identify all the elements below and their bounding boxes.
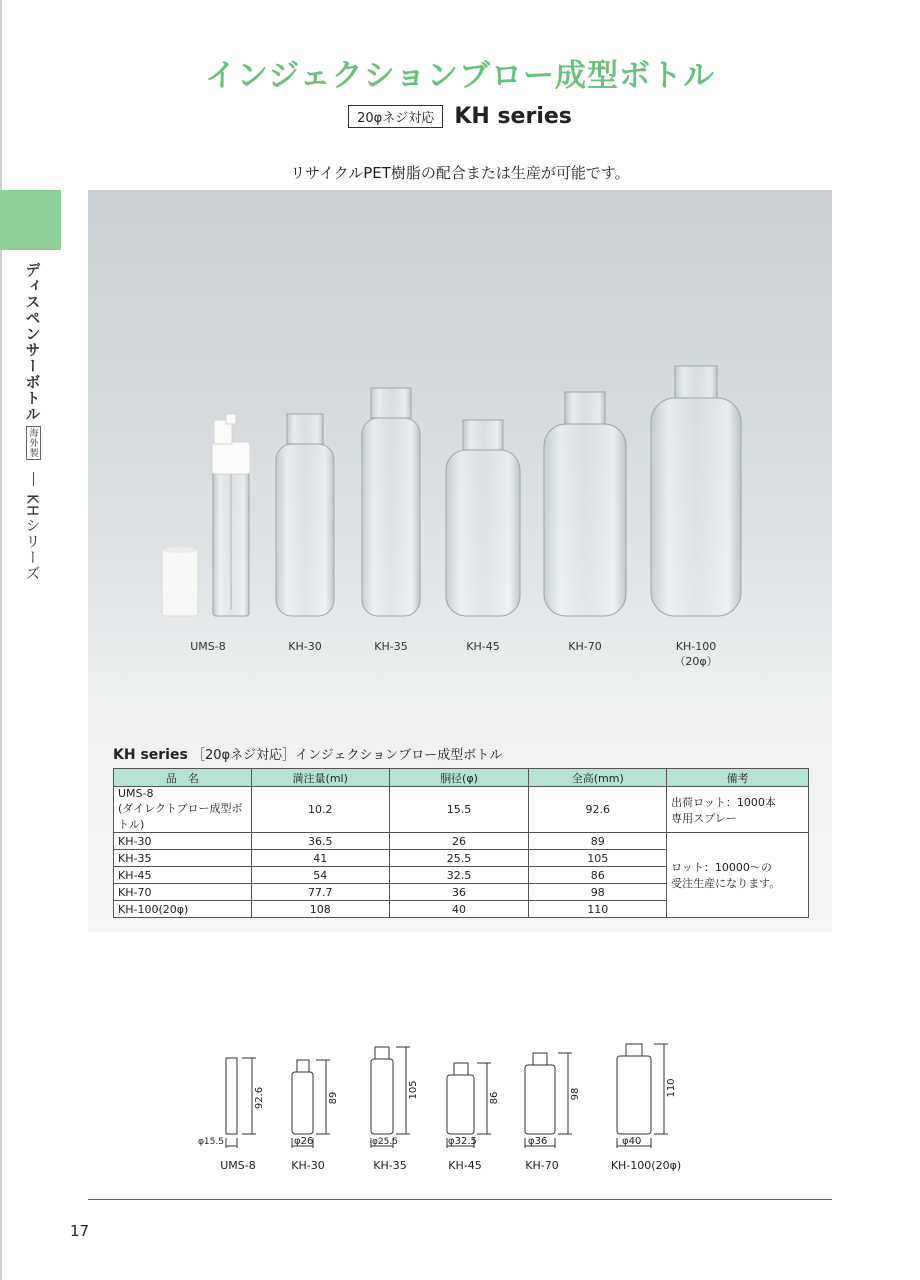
cell-note: [667, 787, 809, 833]
side-divider: [33, 472, 34, 486]
cell-diameter: 15.5: [389, 787, 529, 833]
page-title: インジェクションブロー成型ボトル: [205, 58, 715, 94]
cell-name: KH-30: [114, 833, 252, 850]
table-title: [113, 744, 502, 763]
diagram-bottle-kh-30: [292, 1060, 330, 1148]
diagram-name-ums-8: UMS-8: [220, 1159, 256, 1172]
diagram-diameter-kh-45: φ32.5: [448, 1136, 477, 1147]
side-sub-label: 海外製: [26, 426, 41, 460]
photo-label-ums-8: UMS-8: [190, 640, 226, 653]
diagram-height-kh-30: 89: [328, 1091, 339, 1105]
bottle-kh-30: [276, 414, 334, 616]
cell-height: 98: [529, 884, 667, 901]
table-title-series: KH series: [113, 747, 188, 763]
series-name: KH series: [454, 104, 572, 129]
cap-piece: [162, 547, 198, 616]
diagram-height-kh-70: 98: [570, 1087, 581, 1101]
table-header-row: [114, 769, 809, 787]
diagram-bottle-kh-70: [525, 1053, 572, 1148]
diagram-bottle-kh-100: [617, 1044, 668, 1148]
cell-height: 92.6: [529, 787, 667, 833]
diagram-diameter-kh-70: φ36: [528, 1136, 548, 1147]
diagram-diameter-kh-30: φ26: [294, 1136, 314, 1147]
cell-height: 89: [529, 833, 667, 850]
cell-height: 110: [529, 901, 667, 918]
cell-volume: 54: [251, 867, 389, 884]
table-row: [114, 787, 809, 833]
diagram-name-kh-45: KH-45: [448, 1159, 482, 1172]
cell-height: 86: [529, 867, 667, 884]
photo-label-kh-30: KH-30: [288, 640, 322, 653]
col-header-diameter: 胴径(φ): [389, 769, 529, 787]
note2-line2: 受注生産になります。: [671, 877, 781, 890]
cell-diameter: 36: [389, 884, 529, 901]
cell-volume: 77.7: [251, 884, 389, 901]
col-header-name: 品 名: [114, 769, 252, 787]
page-number: 17: [70, 1222, 90, 1240]
cell-name: [114, 787, 252, 833]
cell-name: KH-70: [114, 884, 252, 901]
cell-name: KH-45: [114, 867, 252, 884]
diagram-bottle-kh-35: [371, 1047, 410, 1148]
cell-volume: 108: [251, 901, 389, 918]
photo-label-kh-35: KH-35: [374, 640, 408, 653]
bottle-ums-8: [212, 414, 250, 616]
lead-text: リサイクルPET樹脂の配合または生産が可能です。: [290, 164, 630, 182]
photo-label-kh-100-sub: （20φ）: [674, 655, 718, 668]
diagram-name-kh-100: KH-100(20φ): [610, 1159, 682, 1172]
table-row: [114, 833, 809, 850]
diagram-height-kh-35: 105: [408, 1080, 419, 1100]
cell-diameter: 26: [389, 833, 529, 850]
photo-label-kh-45: KH-45: [466, 640, 500, 653]
diagram-name-kh-30: KH-30: [291, 1159, 325, 1172]
cell-volume: 36.5: [251, 833, 389, 850]
cell-name-line2: (ダイレクトブロー成型ボトル): [118, 802, 243, 831]
cell-name-line1: UMS-8: [118, 787, 154, 800]
diagram-height-ums-8: 92.6: [254, 1086, 265, 1110]
cell-name: KH-100(20φ): [114, 901, 252, 918]
cell-note: [667, 833, 809, 918]
diagram-name-kh-70: KH-70: [525, 1159, 559, 1172]
diagram-diameter-kh-100: φ40: [622, 1136, 642, 1147]
photo-label-kh-70: KH-70: [568, 640, 602, 653]
cell-diameter: 40: [389, 901, 529, 918]
diagram-height-kh-100: 110: [666, 1078, 677, 1098]
cell-volume: 10.2: [251, 787, 389, 833]
spec-table: [113, 768, 809, 918]
bottle-kh-70: [544, 392, 626, 616]
bottle-kh-35: [362, 388, 420, 616]
photo-label-kh-100: KH-100: [675, 640, 717, 653]
side-main-label: ディスペンサーボトル: [23, 262, 42, 422]
footer-rule: [88, 1199, 832, 1200]
diagram-height-kh-45: 86: [489, 1091, 500, 1105]
cell-name: KH-35: [114, 850, 252, 867]
subtitle-row: [0, 104, 920, 129]
table-title-rest: ［20φネジ対応］インジェクションブロー成型ボトル: [191, 748, 503, 763]
col-header-volume: 満注量(ml): [251, 769, 389, 787]
col-header-height: 全高(mm): [529, 769, 667, 787]
cell-diameter: 32.5: [389, 867, 529, 884]
cell-diameter: 25.5: [389, 850, 529, 867]
diagram-diameter-kh-35: φ25.5: [372, 1137, 398, 1147]
side-series-label: KHシリーズ: [23, 494, 42, 582]
diagram-diameter-ums-8: φ15.5: [198, 1137, 224, 1147]
note1-line2: 専用スプレー: [671, 811, 737, 825]
note1-line1: 出荷ロット：1000本: [671, 795, 776, 809]
thread-tag: 20φネジ対応: [348, 105, 443, 128]
cell-height: 105: [529, 850, 667, 867]
bottle-kh-100: [651, 366, 741, 616]
side-color-tab: [0, 190, 61, 250]
cell-volume: 41: [251, 850, 389, 867]
col-header-note: 備考: [667, 769, 809, 787]
bottle-kh-45: [446, 420, 520, 616]
side-category-label: [21, 262, 45, 581]
note2-line1: ロット：10000〜の: [671, 861, 772, 874]
diagram-bottle-ums-8: [226, 1058, 256, 1148]
diagram-name-kh-35: KH-35: [373, 1159, 407, 1172]
